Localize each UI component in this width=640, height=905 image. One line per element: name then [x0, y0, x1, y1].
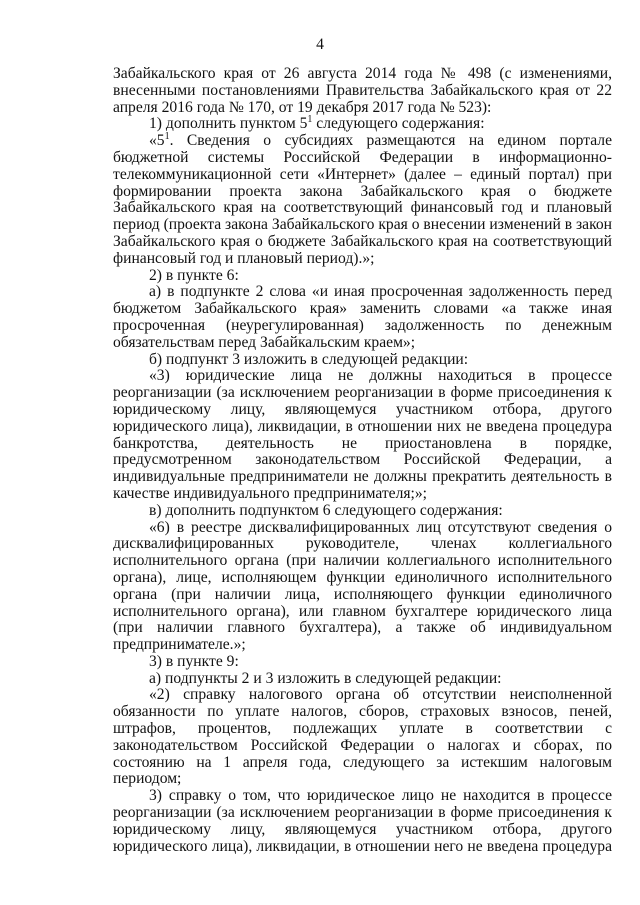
- paragraph-item-1: [113, 116, 612, 133]
- paragraph-subitem-3-certificate: 3) справку о том, что юридическое лицо не находится в процессе реорганизации (за исключением реорганизации в форме присоединения к юридическому лицу, являющемуся участником отбора, другого юридического лица), ликвидации, в отношении него не введена процедура: [113, 787, 612, 855]
- paragraph-item-3-a: а) подпункты 2 и 3 изложить в следующей редакции:: [149, 669, 502, 687]
- paragraph-intro: Забайкальского края от 26 августа 2014 года № 498 (с изменениями, внесенными постановлениями Правительства Забайкальского края от 22 апреля 2016 года № 170, от 19 декабря 2017 года № 523):: [113, 65, 612, 116]
- item-1-superscript: 1: [307, 114, 313, 126]
- document-body: [113, 66, 612, 855]
- page-number: 4: [316, 36, 324, 53]
- paragraph-subitem-b: б) подпункт 3 изложить в следующей редакции:: [149, 350, 469, 368]
- paragraph-item-2: 2) в пункте 6:: [149, 266, 239, 284]
- item-1-text-end: следующего содержания:: [312, 115, 485, 133]
- paragraph-subitem-a: а) в подпункте 2 слова «и иная просроченная задолженность перед бюджетом Забайкальского края» заменить словами «а также иная просроченная (неурегулированная) задолженность по денежным обязательствам перед Забайкальским краем»;: [113, 283, 612, 351]
- point-5-1-text-start: «5: [149, 132, 165, 150]
- paragraph-subitem-6-text: «6) в реестре дисквалифицированных лиц отсутствуют сведения о дисквалифицированных руководителе, членах коллегиального исполнительного органа (при наличии коллегиального исполнительного органа), лице, исполняющем функции единоличного исполнительного органа (при наличии лица, исполняющего функции единоличного исполнительного органа), или главном бухгалтере юридического лица (при наличии главного бухгалтера), а также об индивидуальном предпринимателе.»;: [113, 518, 612, 654]
- paragraph-item-3: 3) в пункте 9:: [149, 652, 239, 670]
- point-5-1-text-end: . Сведения о субсидиях размещаются на едином портале бюджетной системы Российской Федерации в информационно-телекоммуникационной сети «Интернет» (далее – единый портал) при формировании проекта закона Забайкальского края о бюджете Забайкальского края на соответствующий финансовый год и плановый период (проекта закона Забайкальского края о внесении изменений в закон Забайкальского края о бюджете Забайкальского края на соответствующий финансовый год и плановый период).»;: [113, 132, 612, 267]
- point-5-1-superscript: 1: [164, 131, 170, 142]
- item-1-text-start: 1) дополнить пунктом 5: [149, 115, 308, 133]
- paragraph-subitem-3-text: «3) юридические лица не должны находиться в процессе реорганизации (за исключением реорганизации в форме присоединения к юридическому лицу, являющемуся участником отбора, другого юридического лица), ликвидации, в отношении них не введена процедура банкротства, деятельность не приостановлена в порядке, предусмотренном законодательством Российской Федерации, а индивидуальные предприниматели не должны прекратить деятельность в качестве индивидуального предпринимателя;»;: [113, 367, 612, 502]
- paragraph-point-5-1: [113, 133, 612, 267]
- paragraph-subitem-v: в) дополнить подпунктом 6 следующего содержания:: [149, 501, 503, 519]
- paragraph-subitem-2-text: «2) справку налогового органа об отсутствии неисполненной обязанности по уплате налогов, сборов, страховых взносов, пеней, штрафов, процентов, подлежащих уплате в соответствии с законодательством Российской Федерации о налогах и сборах, по состоянию на 1 апреля года, следующего за истекшим налоговым периодом;: [113, 686, 612, 788]
